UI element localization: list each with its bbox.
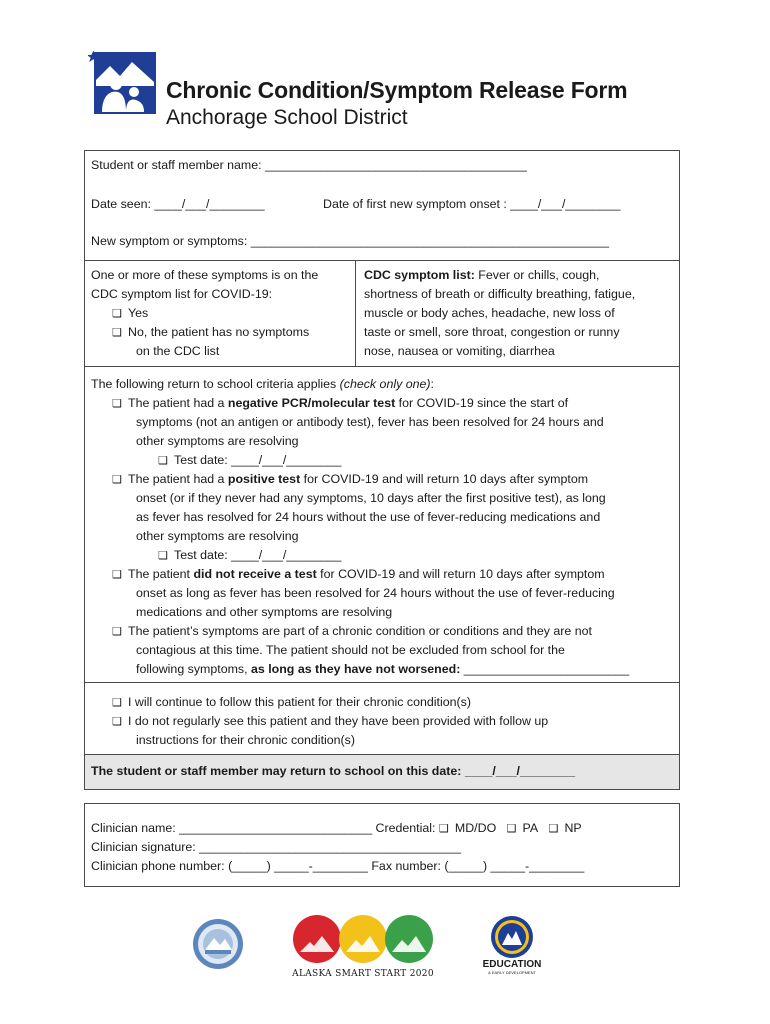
checkbox-icon[interactable]: ❑	[158, 550, 168, 562]
cdc-list-line2: shortness of breath or difficulty breathing, fatigue,	[364, 287, 636, 301]
chronic-symptoms-field[interactable]: following symptoms, as long as they have not worsened: ________________________	[136, 662, 630, 676]
cdc-no-option-line2: on the CDC list	[136, 344, 220, 358]
criteria-option-negative-test[interactable]: ❑ The patient had a negative PCR/molecular test for COVID-19 since the start of	[112, 394, 568, 414]
criteria-section	[85, 366, 679, 683]
test-date-field[interactable]: ❑ Test date: ____/___/________	[158, 451, 341, 471]
district-logo	[88, 46, 156, 114]
checkbox-icon[interactable]: ❑	[112, 474, 122, 486]
followup-option-continue[interactable]: ❑ I will continue to follow this patient for their chronic condition(s)	[112, 693, 471, 713]
clinician-phone-field[interactable]: Clinician phone number: (_____) _____-________ Fax number: (_____) _____-________	[91, 859, 585, 873]
cdc-list: CDC symptom list: Fever or chills, cough,	[364, 268, 600, 282]
cdc-yes-option[interactable]: ❑ Yes	[112, 304, 148, 324]
smart-start-text: ALASKA SMART START 2020	[292, 969, 434, 979]
clinician-name-field[interactable]: Clinician name: ____________________________ Credential: ❑ MD/DO ❑ PA ❑ NP	[91, 819, 582, 839]
education-subtext: & EARLY DEVELOPMENT	[488, 970, 536, 975]
page-subtitle: Anchorage School District	[166, 106, 408, 129]
criteria-option-positive-test[interactable]: ❑ The patient had a positive test for COVID-19 and will return 10 days after symptom	[112, 470, 588, 490]
cdc-question-line2: CDC symptom list for COVID-19:	[91, 287, 273, 301]
criteria-option-line: other symptoms are resolving	[136, 529, 299, 543]
cdc-section	[85, 260, 679, 367]
onset-date-field[interactable]: Date of first new symptom onset : ____/___/________	[323, 197, 621, 211]
form-box	[84, 150, 680, 790]
criteria-option-line: contagious at this time. The patient should not be excluded from school for the	[136, 643, 565, 657]
education-logo	[478, 915, 546, 973]
return-date-section	[85, 754, 679, 789]
checkbox-icon[interactable]: ❑	[112, 626, 122, 638]
date-seen-field[interactable]: Date seen: ____/___/________	[91, 197, 265, 211]
checkbox-icon[interactable]: ❑	[506, 823, 517, 835]
cdc-list-line5: nose, nausea or vomiting, diarrhea	[364, 344, 555, 358]
state-seal-icon	[192, 918, 244, 970]
test-date-field[interactable]: ❑ Test date: ____/___/________	[158, 546, 341, 566]
checkbox-icon[interactable]: ❑	[112, 569, 122, 581]
criteria-option-line: other symptoms are resolving	[136, 434, 299, 448]
criteria-option-no-test[interactable]: ❑ The patient did not receive a test for COVID-19 and will return 10 days after symptom	[112, 565, 605, 585]
smart-start-circles-icon	[292, 914, 434, 964]
name-field[interactable]: Student or staff member name: ______________________________________	[91, 158, 527, 172]
followup-option-line: instructions for their chronic condition(s)	[136, 733, 355, 747]
return-date-field[interactable]: The student or staff member may return to school on this date: ____/___/________	[91, 764, 576, 778]
education-seal-icon	[490, 915, 534, 959]
checkbox-icon[interactable]: ❑	[158, 455, 168, 467]
criteria-intro: The following return to school criteria applies (check only one):	[91, 377, 434, 391]
clinician-box	[84, 803, 680, 887]
checkbox-icon[interactable]: ❑	[112, 327, 122, 339]
checkbox-icon[interactable]: ❑	[112, 716, 122, 728]
checkbox-icon[interactable]: ❑	[112, 398, 122, 410]
checkbox-icon[interactable]: ❑	[548, 823, 559, 835]
cdc-divider	[355, 261, 356, 367]
checkbox-icon[interactable]: ❑	[438, 823, 449, 835]
criteria-option-line: medications and other symptoms are resolving	[136, 605, 393, 619]
cdc-no-option[interactable]: ❑ No, the patient has no symptoms	[112, 323, 309, 343]
followup-section	[85, 682, 679, 755]
criteria-option-line: onset (or if they never had any symptoms, 10 days after the first positive test), as long	[136, 491, 606, 505]
followup-option-instructions[interactable]: ❑ I do not regularly see this patient and they have been provided with follow up	[112, 712, 548, 732]
cdc-list-line3: muscle or body aches, headache, new loss of	[364, 306, 615, 320]
education-text: EDUCATION	[482, 959, 542, 970]
smart-start-logo	[292, 914, 434, 979]
cdc-list-line4: taste or smell, sore throat, congestion or runny	[364, 325, 620, 339]
new-symptoms-field[interactable]: New symptom or symptoms: ____________________________________________________	[91, 234, 610, 248]
criteria-option-line: symptoms (not an antigen or antibody test), fever has been resolved for 24 hours and	[136, 415, 604, 429]
checkbox-icon[interactable]: ❑	[112, 308, 122, 320]
page-title: Chronic Condition/Symptom Release Form	[166, 77, 628, 103]
criteria-option-line: onset as long as fever has been resolved for 24 hours without the use of fever-reducing	[136, 586, 615, 600]
checkbox-icon[interactable]: ❑	[112, 697, 122, 709]
clinician-signature-field[interactable]: Clinician signature: ______________________________________	[91, 840, 461, 854]
cdc-question: One or more of these symptoms is on the	[91, 268, 319, 282]
criteria-option-line: as fever has resolved for 24 hours without the use of fever-reducing medications and	[136, 510, 601, 524]
criteria-option-chronic[interactable]: ❑ The patient’s symptoms are part of a chronic condition or conditions and they are not	[112, 622, 592, 642]
